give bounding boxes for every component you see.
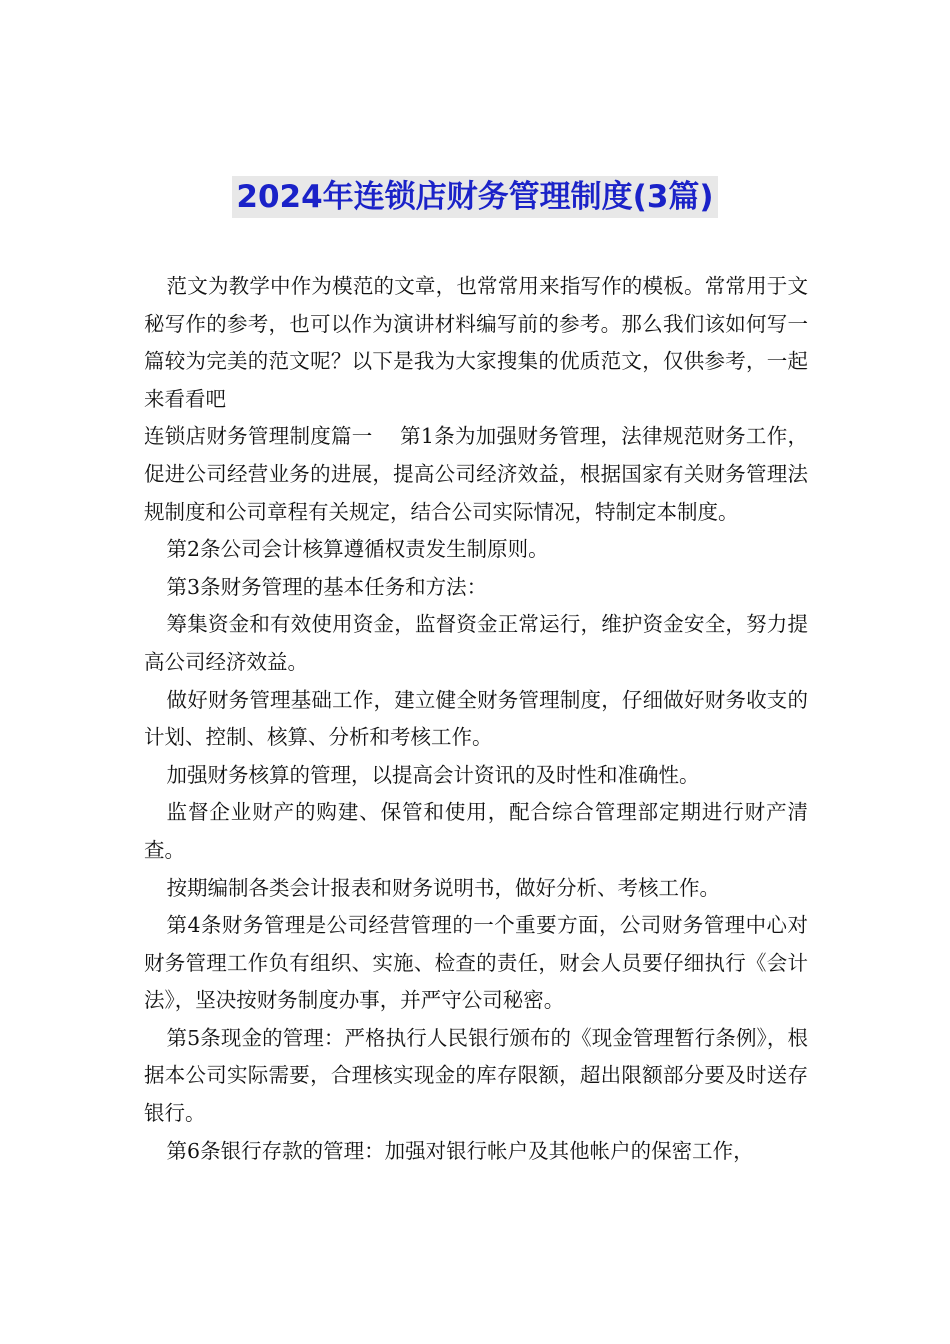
paragraph: 连锁店财务管理制度篇一 第1条为加强财务管理，法律规范财务工作，促进公司经营业务的进展，提高公司经济效益，根据国家有关财务管理法规制度和公司章程有关规定，结合公司实际情况，特制定本制度。 — [144, 424, 808, 524]
paragraph: 监督企业财产的购建、保管和使用，配合综合管理部定期进行财产清查。 — [144, 800, 808, 862]
document-title: 2024年连锁店财务管理制度(3篇) — [232, 176, 717, 218]
paragraph: 做好财务管理基础工作，建立健全财务管理制度，仔细做好财务收支的计划、控制、核算、分析和考核工作。 — [144, 687, 808, 750]
title-container — [0, 176, 950, 218]
paragraph: 第5条现金的管理：严格执行人民银行颁布的《现金管理暂行条例》，根据本公司实际需要，合理核实现金的库存限额，超出限额部分要及时送存银行。 — [144, 1025, 808, 1126]
paragraph: 筹集资金和有效使用资金，监督资金正常运行，维护资金安全，努力提高公司经济效益。 — [144, 612, 808, 674]
paragraph: 第6条银行存款的管理：加强对银行帐户及其他帐户的保密工作， — [166, 1138, 754, 1163]
paragraph: 按期编制各类会计报表和财务说明书，做好分析、考核工作。 — [166, 875, 721, 900]
paragraph: 第4条财务管理是公司经营管理的一个重要方面，公司财务管理中心对财务管理工作负有组织、实施、检查的责任，财会人员要仔细执行《会计法》，坚决按财务制度办事，并严守公司秘密。 — [144, 913, 808, 1013]
document-body — [144, 268, 808, 1170]
paragraph: 第3条财务管理的基本任务和方法： — [166, 574, 488, 599]
paragraph: 第2条公司会计核算遵循权责发生制原则。 — [166, 537, 549, 562]
paragraph: 加强财务核算的管理，以提高会计资讯的及时性和准确性。 — [166, 762, 700, 787]
paragraph: 范文为教学中作为模范的文章，也常常用来指写作的模板。常常用于文秘写作的参考，也可以作为演讲材料编写前的参考。那么我们该如何写一篇较为完美的范文呢？以下是我为大家搜集的优质范文，仅供参考，一起来看看吧 — [144, 274, 808, 411]
